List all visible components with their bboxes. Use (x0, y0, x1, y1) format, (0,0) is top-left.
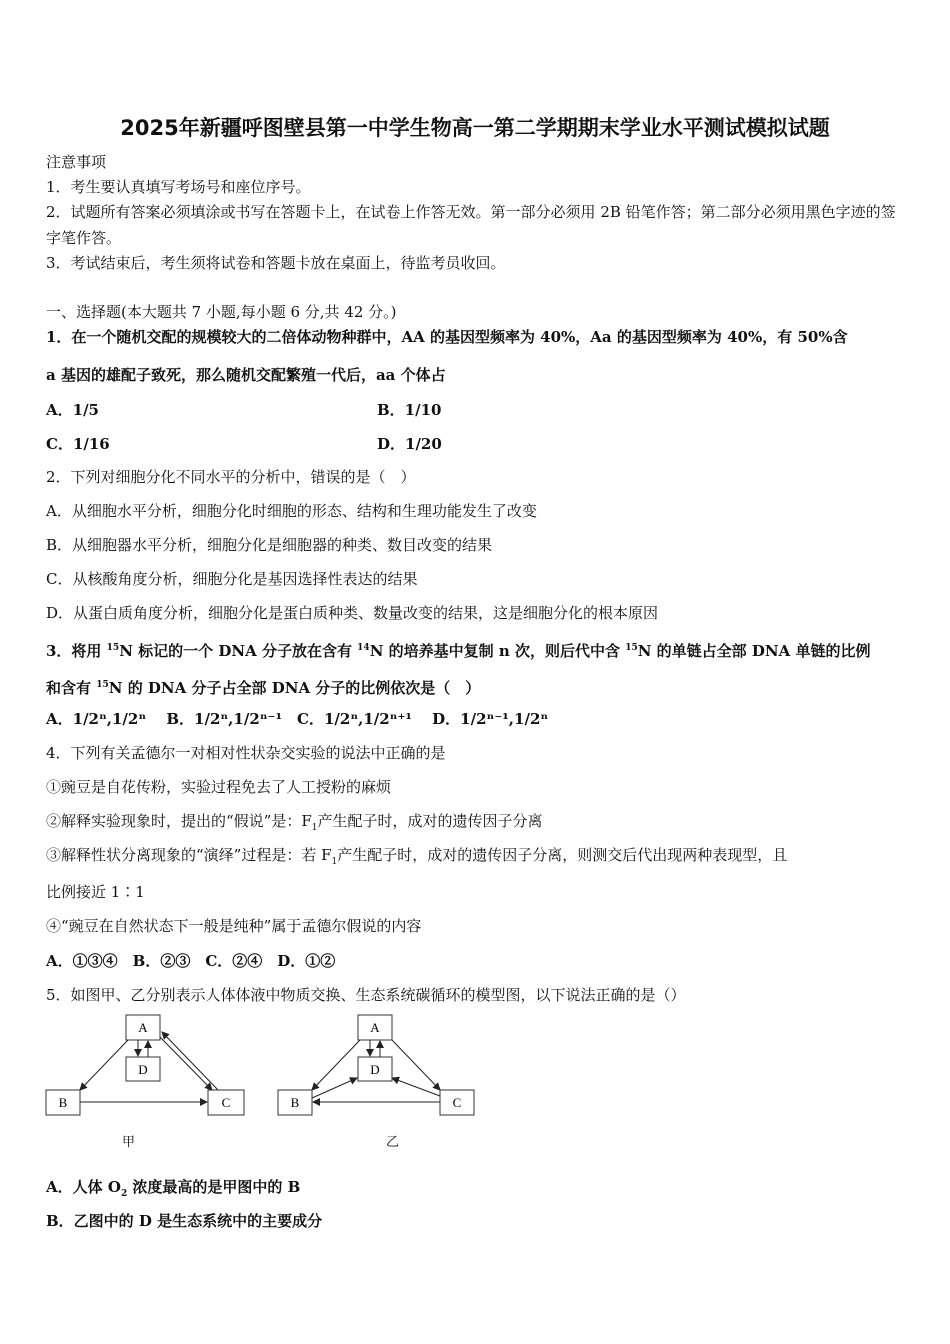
q2-option-c: C．从核酸角度分析，细胞分化是基因选择性表达的结果 (46, 570, 418, 588)
q4-item-3-sub: 1 (331, 857, 338, 867)
q3-sup-3: 15 (625, 643, 638, 653)
q5-stem: 5．如图甲、乙分别表示人体体液中物质交换、生态系统碳循环的模型图，以下说法正确的是（） (46, 986, 686, 1004)
q1-option-d: D．1/20 (377, 435, 442, 453)
q1-option-b: B．1/10 (377, 401, 442, 419)
q5-option-a-sub: 2 (120, 1189, 128, 1199)
diagram-yi (272, 1010, 482, 1120)
q2-option-b: B．从细胞器水平分析，细胞分化是细胞器的种类、数目改变的结果 (46, 536, 493, 554)
q1-stem-cont: a 基因的雄配子致死，那么随机交配繁殖一代后，aa 个体占 (46, 366, 446, 384)
q4-item-1: ①豌豆是自花传粉，实验过程免去了人工授粉的麻烦 (46, 778, 392, 796)
q3-text-2: N 标记的一个 DNA 分子放在含有 (119, 642, 358, 660)
q1-option-c: C．1/16 (46, 435, 110, 453)
q2-option-a: A．从细胞水平分析，细胞分化时细胞的形态、结构和生理功能发生了改变 (46, 502, 537, 520)
notes-heading: 注意事项 (46, 153, 107, 171)
yi-arrow-a-b (312, 1040, 360, 1090)
diagram-jia-caption: 甲 (122, 1135, 136, 1150)
q5-option-a-text-2: 浓度最高的是甲图中的 B (127, 1178, 301, 1196)
yi-node-c-label: C (452, 1095, 462, 1110)
section-heading: 一、选择题(本大题共 7 小题,每小题 6 分,共 42 分。) (46, 303, 397, 321)
q4-item-3-cont: 比例接近 1∶1 (46, 883, 145, 901)
q5-option-a (46, 1177, 300, 1204)
page-title: 2025年新疆呼图壁县第一中学生物高一第二学期期末学业水平测试模拟试题 (120, 116, 830, 140)
jia-arrow-a-b (80, 1040, 128, 1090)
q4-item-4: ④“豌豆在自然状态下一般是纯种”属于孟德尔假说的内容 (46, 917, 422, 935)
q5-option-b: B．乙图中的 D 是生态系统中的主要成分 (46, 1212, 323, 1230)
yi-node-a-label: A (370, 1020, 380, 1035)
q2-stem: 2．下列对细胞分化不同水平的分析中，错误的是（ ） (46, 468, 416, 486)
note-item-1: 1．考生要认真填写考场号和座位序号。 (46, 178, 311, 196)
yi-arrow-b-d (312, 1078, 357, 1098)
jia-node-d-label: D (138, 1062, 148, 1077)
q3-stem-cont (46, 675, 480, 698)
jia-node-b-label: B (58, 1095, 68, 1110)
q3-text-5: 和含有 (46, 679, 97, 697)
q2-option-d: D．从蛋白质角度分析，细胞分化是蛋白质种类、数量改变的结果，这是细胞分化的根本原因 (46, 604, 659, 622)
q4-item-3-text-b: 产生配子时，成对的遗传因子分离，则测交后代出现两种表现型，且 (337, 846, 788, 864)
q3-options: A．1/2ⁿ,1/2ⁿ B．1/2ⁿ,1/2ⁿ⁻¹ C．1/2ⁿ,1/2ⁿ⁺¹ D．1/2ⁿ⁻¹,1/2ⁿ (46, 710, 549, 728)
q3-stem (46, 638, 871, 661)
q3-text-6: N 的 DNA 分子占全部 DNA 分子的比例依次是（ ） (108, 679, 481, 697)
q4-stem: 4．下列有关孟德尔一对相对性状杂交实验的说法中正确的是 (46, 744, 446, 762)
jia-node-a-label: A (138, 1020, 148, 1035)
q1-option-a: A．1/5 (46, 401, 99, 419)
q1-stem: 1．在一个随机交配的规模较大的二倍体动物种群中，AA 的基因型频率为 40%，Aa 的基因型频率为 40%，有 50%含 (46, 328, 848, 346)
q4-item-3 (46, 845, 787, 872)
diagram-jia (40, 1010, 250, 1120)
yi-arrow-c-d (392, 1078, 440, 1096)
q3-sup-4: 15 (96, 680, 109, 690)
q3-text-3: N 的培养基中复制 n 次，则后代中含 (369, 642, 626, 660)
note-item-3: 3．考试结束后，考生须将试卷和答题卡放在桌面上，待监考员收回。 (46, 254, 506, 272)
q3-sup-1: 15 (106, 643, 120, 653)
q4-item-2-text-b: 产生配子时，成对的遗传因子分离 (317, 812, 543, 830)
jia-arrow-c-a (162, 1032, 218, 1090)
jia-node-c-label: C (221, 1095, 231, 1110)
jia-arrow-a-c (160, 1037, 212, 1090)
q5-option-a-text-1: A．人体 O (46, 1178, 121, 1196)
q3-text-1: 3．将用 (46, 642, 107, 660)
yi-node-b-label: B (290, 1095, 300, 1110)
q4-item-2-sub: 1 (311, 823, 318, 833)
q4-item-2-text-a: ②解释实验现象时，提出的“假说”是：F (46, 812, 312, 830)
q4-options: A．①③④ B．②③ C．②④ D．①② (46, 952, 336, 970)
q3-text-4: N 的单链占全部 DNA 单链的比例 (637, 642, 871, 660)
q4-item-2 (46, 811, 543, 838)
q4-item-3-text-a: ③解释性状分离现象的“演绎”过程是：若 F (46, 846, 332, 864)
q3-sup-2: 14 (357, 643, 370, 653)
diagram-yi-caption: 乙 (386, 1135, 400, 1150)
yi-node-d-label: D (370, 1062, 380, 1077)
yi-arrow-a-c (392, 1040, 440, 1090)
note-item-2: 2．试题所有答案必须填涂或书写在答题卡上，在试卷上作答无效。第一部分必须用 2B 铅笔作答；第二部分必须用黑色字迹的签字笔作答。 (46, 203, 896, 247)
